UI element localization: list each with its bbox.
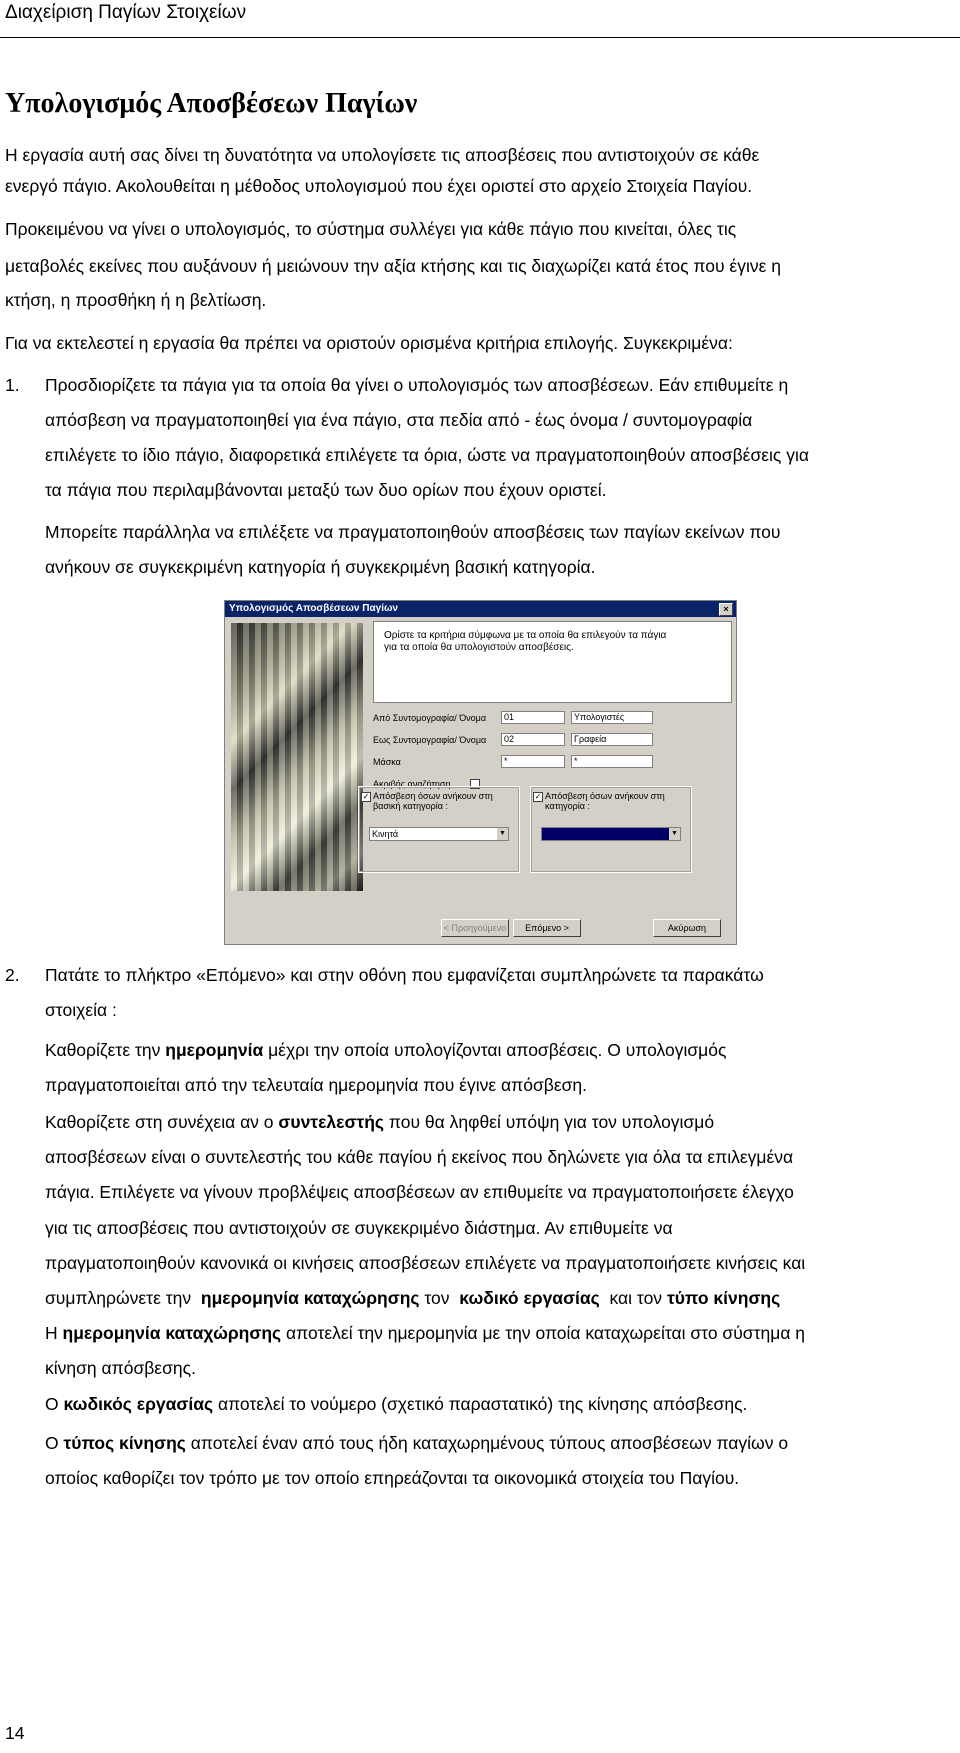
cancel-button[interactable]: Ακύρωση [653, 919, 721, 937]
to-name-input[interactable]: Γραφεία [571, 733, 653, 746]
criteria-intro: Για να εκτελεστεί η εργασία θα πρέπει να οριστούν ορισμένα κριτήρια επιλογής. Συγκεκριμένα: [5, 333, 733, 353]
step1-line: Μπορείτε παράλληλα να επιλέξετε να πραγματοποιηθούν αποσβέσεις των παγίων εκείνων που [45, 522, 781, 542]
base-category-label: Απόσβεση όσων ανήκουν στη βασική κατηγορία : [373, 791, 493, 811]
step2-line: Πατάτε το πλήκτρο «Επόμενο» και στην οθόνη που εμφανίζεται συμπληρώνετε τα παρακάτω [45, 965, 764, 985]
chevron-down-icon[interactable]: ▼ [497, 828, 508, 840]
previous-button[interactable]: < Προηγούμενο [441, 919, 509, 937]
movement-type-paragraph [45, 1428, 955, 1459]
page-number: 14 [5, 1723, 25, 1743]
task-code-paragraph [45, 1389, 955, 1420]
base-category-checkbox[interactable]: ✓ [362, 792, 370, 801]
text-run: μέχρι την οποία υπολογίζονται αποσβέσεις. Ο υπολογισμός [268, 1040, 727, 1060]
posting-date-paragraph [45, 1318, 955, 1349]
text-run: Ο [45, 1394, 59, 1414]
dialog-intro-text [384, 630, 704, 654]
exact-search-label: Ακριβής αναζήτηση [373, 779, 451, 789]
step1-line: επιλέγετε το ίδιο πάγιο, διαφορετικά επιλέγετε τα όρια, ώστε να πραγματοποιηθούν αποσβέσεις για [45, 445, 809, 465]
bold-term: ημερομηνία καταχώρησης [62, 1323, 282, 1343]
next-button[interactable]: Επόμενο > [513, 919, 581, 937]
mask-code-input[interactable]: * [501, 755, 565, 768]
dialog-intro-panel [373, 621, 732, 703]
dialog-intro-line: Ορίστε τα κριτήρια σύμφωνα με τα οποία θα επιλεγούν τα πάγια [384, 630, 667, 641]
step-number: 2. [5, 965, 20, 985]
bold-term: κωδικός εργασίας [63, 1394, 214, 1414]
category-label: Απόσβεση όσων ανήκουν στη κατηγορία : [545, 791, 665, 811]
text-run: Καθορίζετε την [45, 1040, 161, 1060]
dialog-title: Υπολογισμός Αποσβέσεων Παγίων [229, 603, 398, 614]
step1-line: Προσδιορίζετε τα πάγια για τα οποία θα γίνει ο υπολογισμός των αποσβέσεων. Εάν επιθυμείτε η [45, 375, 789, 395]
text-run: Η [45, 1323, 58, 1343]
to-label: Εως Συντομογραφία/ Όνομα [373, 735, 487, 745]
to-code-input[interactable]: 02 [501, 733, 565, 746]
base-category-group [358, 786, 520, 873]
step1-line: ανήκουν σε συγκεκριμένη κατηγορία ή συγκεκριμένη βασική κατηγορία. [45, 557, 596, 577]
decorative-image [231, 623, 363, 891]
text-run: Ο [45, 1433, 59, 1453]
document-header: Διαχείριση Παγίων Στοιχείων [5, 2, 247, 23]
category-checkbox[interactable]: ✓ [534, 792, 542, 801]
text-run: τον [424, 1288, 450, 1308]
intro-line: μεταβολές εκείνες που αυξάνουν ή μειώνουν την αξία κτήσης και τις διαχωρίζει κατά έτος που έγινε η [5, 256, 781, 276]
header-rule [0, 37, 960, 38]
bold-term: ημερομηνία [165, 1040, 264, 1060]
factor-paragraph-line [45, 1283, 955, 1314]
factor-paragraph-line: για τις αποσβέσεις που αντιστοιχούν σε συγκεκριμένο διάστημα. Αν επιθυμείτε να [45, 1218, 673, 1238]
from-label: Από Συντομογραφία/ Όνομα [373, 713, 487, 723]
movement-type-paragraph-line: οποίος καθορίζει τον τρόπο με τον οποίο επηρεάζονται τα οικονομικά στοιχεία του Παγίου. [45, 1468, 740, 1488]
base-category-value: Κινητά [372, 829, 399, 839]
step-number: 1. [5, 375, 20, 395]
section-title: Υπολογισμός Αποσβέσεων Παγίων [5, 88, 418, 119]
intro-line: κτήση, η προσθήκη ή η βελτίωση. [5, 290, 267, 310]
text-run: αποτελεί την ημερομηνία με την οποία καταχωρείται στο σύστημα η [286, 1323, 806, 1343]
factor-paragraph-line: αποσβέσεων είναι ο συντελεστής του κάθε παγίου ή εκείνος που δηλώνετε για όλα τα επιλεγμένα [45, 1147, 794, 1167]
bold-term: ημερομηνία καταχώρησης [200, 1288, 420, 1308]
from-name-input[interactable]: Υπολογιστές [571, 711, 653, 724]
factor-paragraph-line: πραγματοποιηθούν κανονικά οι κινήσεις αποσβέσεων επιλέγετε να πραγματοποιήσετε κινήσεις και [45, 1253, 806, 1273]
text-run: συμπληρώνετε την [45, 1288, 192, 1308]
text-run: αποτελεί το νούμερο (σχετικό παραστατικό) της κίνησης απόσβεσης. [217, 1394, 748, 1414]
step1-line: τα πάγια που περιλαμβάνονται μεταξύ των δυο ορίων που έχουν οριστεί. [45, 480, 607, 500]
dialog-intro-line: για τα οποία θα υπολογιστούν αποσβέσεις. [384, 642, 574, 653]
text-run: που θα ληφθεί υπόψη για τον υπολογισμό [388, 1112, 715, 1132]
dialog-screenshot [224, 600, 737, 945]
factor-paragraph [45, 1107, 955, 1138]
mask-name-input[interactable]: * [571, 755, 653, 768]
bold-term: κωδικό εργασίας [459, 1288, 600, 1308]
bold-term: τύπος κίνησης [63, 1433, 186, 1453]
step1-line: απόσβεση να πραγματοποιηθεί για ένα πάγιο, στα πεδία από - έως όνομα / συντομογραφία [45, 410, 753, 430]
category-group [530, 786, 692, 873]
text-run: Καθορίζετε στη συνέχεια αν ο [45, 1112, 274, 1132]
text-run: αποτελεί έναν από τους ήδη καταχωρημένους τύπους αποσβέσεων παγίων ο [190, 1433, 789, 1453]
dialog-title-bar [225, 601, 736, 617]
chevron-down-icon[interactable]: ▼ [669, 828, 680, 840]
step2-line: στοιχεία : [45, 1000, 117, 1020]
date-paragraph-line: πραγματοποιείται από την τελευταία ημερομηνία που έγινε απόσβεση. [45, 1075, 588, 1095]
close-icon[interactable]: × [719, 603, 733, 616]
intro-line: ενεργό πάγιο. Ακολουθείται η μέθοδος υπολογισμού που έχει οριστεί στο αρχείο Στοιχεία Παγίου. [5, 176, 753, 196]
base-category-select[interactable] [369, 827, 509, 841]
posting-date-paragraph-line: κίνηση απόσβεσης. [45, 1358, 196, 1378]
intro-line: Η εργασία αυτή σας δίνει τη δυνατότητα να υπολογίσετε τις αποσβέσεις που αντιστοιχούν σε κάθε [5, 145, 760, 165]
date-paragraph [45, 1035, 955, 1066]
factor-paragraph-line: πάγια. Επιλέγετε να γίνουν προβλέψεις αποσβέσεων αν επιθυμείτε να πραγματοποιήσετε έλεγχο [45, 1182, 794, 1202]
from-code-input[interactable]: 01 [501, 711, 565, 724]
bold-term: τύπο κίνησης [666, 1288, 781, 1308]
text-run: και τον [609, 1288, 663, 1308]
intro-line: Προκειμένου να γίνει ο υπολογισμός, το σύστημα συλλέγει για κάθε πάγιο που κινείται, όλες τις [5, 219, 737, 239]
mask-label: Μάσκα [373, 757, 401, 767]
category-select[interactable] [541, 827, 681, 841]
bold-term: συντελεστής [278, 1112, 385, 1132]
